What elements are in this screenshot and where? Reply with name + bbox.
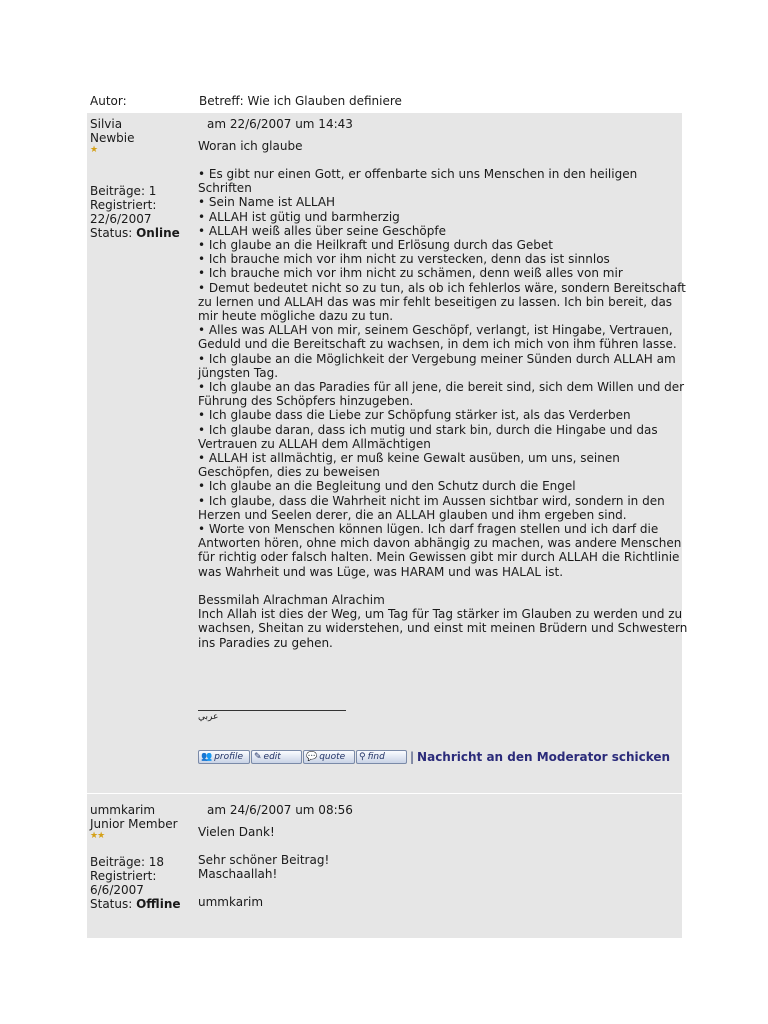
post-body-line: was Wahrheit und was Lüge, was HARAM und was HALAL ist. bbox=[198, 564, 564, 579]
post-body-line bbox=[198, 579, 687, 593]
post-body-line: • Ich brauche mich vor ihm nicht zu schämen, denn weiß alles von mir bbox=[198, 266, 623, 281]
post-body-line: • Ich glaube, dass die Wahrheit nicht im Aussen sichtbar wird, sondern in den bbox=[198, 493, 665, 508]
post-body-line: Bessmilah Alrachman Alrachim bbox=[198, 592, 385, 607]
post-body-line bbox=[198, 881, 329, 895]
post-body-line: ummkarim bbox=[198, 895, 264, 909]
find-icon: ⚲ bbox=[359, 752, 366, 762]
post-body-line: mir heute mögliche dazu zu tun. bbox=[198, 309, 394, 324]
forum-post bbox=[87, 113, 688, 793]
thread-header bbox=[90, 94, 680, 110]
post-body-line: • Worte von Menschen können lügen. Ich darf fragen stellen und ich darf die bbox=[198, 522, 659, 537]
post-body-line: Maschaallah! bbox=[198, 867, 278, 881]
author-stats bbox=[90, 855, 181, 911]
signature-text: عربي bbox=[198, 712, 219, 722]
edit-icon: ✎ bbox=[254, 752, 262, 762]
post-body bbox=[198, 853, 329, 909]
author-rank: Junior Member bbox=[90, 817, 178, 831]
post-body-line: für richtig oder falsch halten. Mein Gewissen gibt mir durch ALLAH die Richtlinie bbox=[198, 550, 680, 565]
registered-label: Registriert: bbox=[90, 869, 157, 883]
post-body-line: • Demut bedeutet nicht so zu tun, als ob ich fehlerlos wäre, sondern Bereitschaft bbox=[198, 280, 686, 295]
post-body-line: zu lernen und ALLAH das was mir fehlt beseitigen zu lassen. Ich bin bereit, das bbox=[198, 294, 673, 309]
post-body-line: • ALLAH ist gütig und barmherzig bbox=[198, 209, 400, 224]
post-body-line: • Ich glaube an die Begleitung und den Schutz durch die Engel bbox=[198, 479, 576, 494]
post-body-line: • Ich brauche mich vor ihm nicht zu verstecken, denn das ist sinnlos bbox=[198, 252, 610, 267]
post-body-line: Inch Allah ist dies der Weg, um Tag für Tag stärker im Glauben zu werden und zu bbox=[198, 607, 683, 622]
report-to-moderator-link[interactable]: Nachricht an den Moderator schicken bbox=[417, 750, 671, 764]
status-value: Offline bbox=[136, 897, 181, 911]
thread-subject: Betreff: Wie ich Glauben definiere bbox=[199, 94, 402, 108]
post-action-bar bbox=[198, 747, 670, 767]
signature-divider bbox=[198, 710, 346, 711]
registered-date: 6/6/2007 bbox=[90, 883, 144, 897]
rank-star-icon: ★ bbox=[90, 145, 98, 155]
quote-icon: 💬 bbox=[306, 752, 318, 762]
post-body bbox=[198, 167, 687, 650]
author-username[interactable]: ummkarim bbox=[90, 803, 156, 817]
post-body-line: Vertrauen zu ALLAH dem Allmächtigen bbox=[198, 436, 431, 451]
post-body-line: Antworten hören, ohne mich davon abhängig zu machen, was andere Menschen bbox=[198, 536, 682, 551]
post-body-line: • Ich glaube an das Paradies für all jene, die bereit sind, sich dem Willen und der bbox=[198, 380, 685, 395]
post-date: am 22/6/2007 um 14:43 bbox=[207, 117, 353, 131]
post-body-line: • Sein Name ist ALLAH bbox=[198, 195, 336, 210]
post-body-line: • ALLAH ist allmächtig, er muß keine Gewalt ausüben, um uns, seinen bbox=[198, 451, 620, 466]
post-body-line: • ALLAH weiß alles über seine Geschöpfe bbox=[198, 223, 446, 238]
post-body-line: • Es gibt nur einen Gott, er offenbarte sich uns Menschen in den heiligen bbox=[198, 167, 638, 181]
status-value: Online bbox=[136, 226, 180, 240]
post-body-line: jüngsten Tag. bbox=[198, 365, 279, 380]
post-body-line: wachsen, Sheitan zu widerstehen, und einst mit meinen Brüdern und Schwestern bbox=[198, 621, 688, 636]
author-username[interactable]: Silvia bbox=[90, 117, 123, 131]
profile-button[interactable]: 👥 profile bbox=[198, 750, 250, 764]
quote-button[interactable]: 💬 quote bbox=[303, 750, 355, 764]
status-line bbox=[90, 226, 180, 240]
post-body-line: Sehr schöner Beitrag! bbox=[198, 853, 330, 867]
post-body-line: • Ich glaube an die Möglichkeit der Vergebung meiner Sünden durch ALLAH am bbox=[198, 351, 676, 366]
profile-icon: 👥 bbox=[201, 752, 213, 762]
author-column-label: Autor: bbox=[90, 94, 127, 108]
post-body-line: Geduld und die Bereitschaft zu wachsen, in dem ich mich von ihm führen lasse. bbox=[198, 337, 677, 352]
post-title: Woran ich glaube bbox=[198, 139, 303, 153]
edit-button[interactable]: ✎ edit bbox=[251, 750, 302, 764]
post-body-line: Geschöpfen, dies zu beweisen bbox=[198, 465, 380, 480]
separator: | bbox=[410, 750, 415, 764]
post-body-line: • Ich glaube an die Heilkraft und Erlösung durch das Gebet bbox=[198, 238, 554, 253]
post-count: Beiträge: 18 bbox=[90, 855, 165, 869]
registered-date: 22/6/2007 bbox=[90, 212, 152, 226]
author-stats bbox=[90, 184, 180, 240]
rank-star-icon: ★★ bbox=[90, 831, 105, 841]
status-label: Status: bbox=[90, 226, 133, 240]
post-body-line: • Ich glaube daran, dass ich mutig und stark bin, durch die Hingabe und das bbox=[198, 422, 658, 437]
author-rank: Newbie bbox=[90, 131, 135, 145]
status-label: Status: bbox=[90, 897, 133, 911]
post-body-line: • Alles was ALLAH von mir, seinem Geschöpf, verlangt, ist Hingabe, Vertrauen, bbox=[198, 323, 673, 338]
post-body-line: • Ich glaube dass die Liebe zur Schöpfung stärker ist, als das Verderben bbox=[198, 408, 631, 423]
forum-post bbox=[87, 794, 682, 938]
status-line bbox=[90, 897, 181, 911]
registered-label: Registriert: bbox=[90, 198, 157, 212]
post-body-line: Schriften bbox=[198, 181, 252, 196]
post-title: Vielen Dank! bbox=[198, 825, 275, 839]
post-body-line: Herzen und Seelen derer, die an ALLAH glauben und ihm ergeben sind. bbox=[198, 507, 627, 522]
post-body-line: ins Paradies zu gehen. bbox=[198, 635, 333, 650]
post-date: am 24/6/2007 um 08:56 bbox=[207, 803, 353, 817]
post-count: Beiträge: 1 bbox=[90, 184, 157, 198]
find-button[interactable]: ⚲ find bbox=[356, 750, 407, 764]
post-body-line: Führung des Schöpfers hinzugeben. bbox=[198, 394, 414, 409]
